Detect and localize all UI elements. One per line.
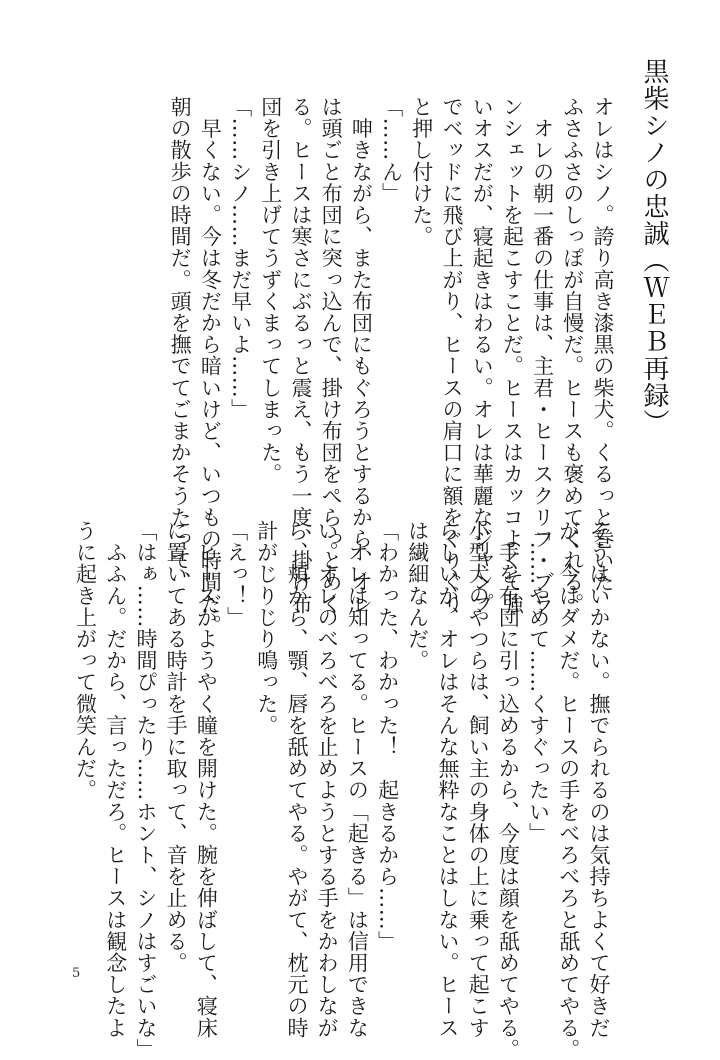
text-line: オレは知ってる。ヒースの「起きる」は信用できな <box>345 520 370 1039</box>
dialogue-line: 「わかった、わかった！ 起きるから……」 <box>375 520 400 952</box>
page-number: 5 <box>72 966 81 981</box>
text-line: 朝の散歩の時間だ。頭を撫でてごまかそうたって、 <box>168 96 193 593</box>
text-line: が、今はダメだ。ヒースの手をべろべろと舐めてやる。 <box>556 520 581 1060</box>
text-line: は繊細なんだ。 <box>405 520 430 672</box>
text-line: いオスだが、寝起きはわるい。オレは華麗なジャンプ <box>470 96 495 615</box>
text-line: 手を布団に引っ込めるから、今度は顔を舐めてやる。 <box>496 520 521 1060</box>
text-line: らしいが、オレはそんな無粋なことはしない。ヒース <box>435 520 460 1039</box>
text-line: そうはいかない。撫でられるのは気持ちよくて好きだ <box>587 520 611 1039</box>
text-line: 団を引き上げてうずくまってしまった。 <box>258 96 283 485</box>
text-line: 早くない。今は冬だから暗いけど、いつもの時間だ。 <box>198 96 223 636</box>
text-line: と押し付けた。 <box>409 96 434 248</box>
dialogue-line: 「えっ！」 <box>224 520 249 628</box>
dialogue-line: 「はぁ……時間ぴったり……ホント、シノはすごいな」 <box>133 520 158 1060</box>
dialogue-line: 「……やめて……くすぐったい」 <box>526 520 551 844</box>
text-line: ふふん。だから、言っただろ。ヒースは観念したよ <box>103 520 128 1039</box>
text-line: ふさふさのしっぽが自慢だ。ヒースも褒めてくれる。 <box>560 96 585 615</box>
text-line: 計がじりじり鳴った。 <box>254 520 279 736</box>
chapter-title: 黒柴シノの忠誠（ＷＥＢ再録） <box>639 58 669 436</box>
text-line: ら、頬から、顎、唇を舐めてやる。やがて、枕元の時 <box>284 520 309 1039</box>
text-line: は頭ごと布団に突っ込んで、掛け布団をぺらっとめく <box>319 96 344 615</box>
text-line: ンシェットを起こすことだ。ヒースはカッコよくて強 <box>500 96 525 615</box>
text-line: い。オレのべろべろを止めようとする手をかわしなが <box>315 520 340 1039</box>
text-line: でベッドに飛び上がり、ヒースの肩口に額をぐりぐり <box>439 96 464 615</box>
dialogue-line: 「……ん」 <box>379 96 404 204</box>
lower-text-block <box>70 520 614 1060</box>
text-line: る。ヒースは寒さにぶるっと震え、もう一度、掛け布 <box>288 96 313 615</box>
text-line: 小型犬のやつらは、飼い主の身体の上に乗って起こす <box>466 520 491 1039</box>
text-line: に置いてある時計を手に取って、音を止める。 <box>164 520 189 974</box>
text-line: オレはシノ。誇り高き漆黒の柴犬。くるっと巻いた <box>591 96 615 593</box>
text-line: オレの朝一番の仕事は、主君・ヒースクリフ・ブラ <box>530 96 555 615</box>
text-line: うに起き上がって微笑んだ。 <box>73 520 98 801</box>
text-line: 呻きながら、また布団にもぐろうとするから、オレ <box>349 96 374 615</box>
dialogue-line: 「……シノ……まだ早いよ……」 <box>228 96 253 420</box>
text-line: ヒースがようやく瞳を開けた。腕を伸ばして、寝床 <box>194 520 219 1039</box>
